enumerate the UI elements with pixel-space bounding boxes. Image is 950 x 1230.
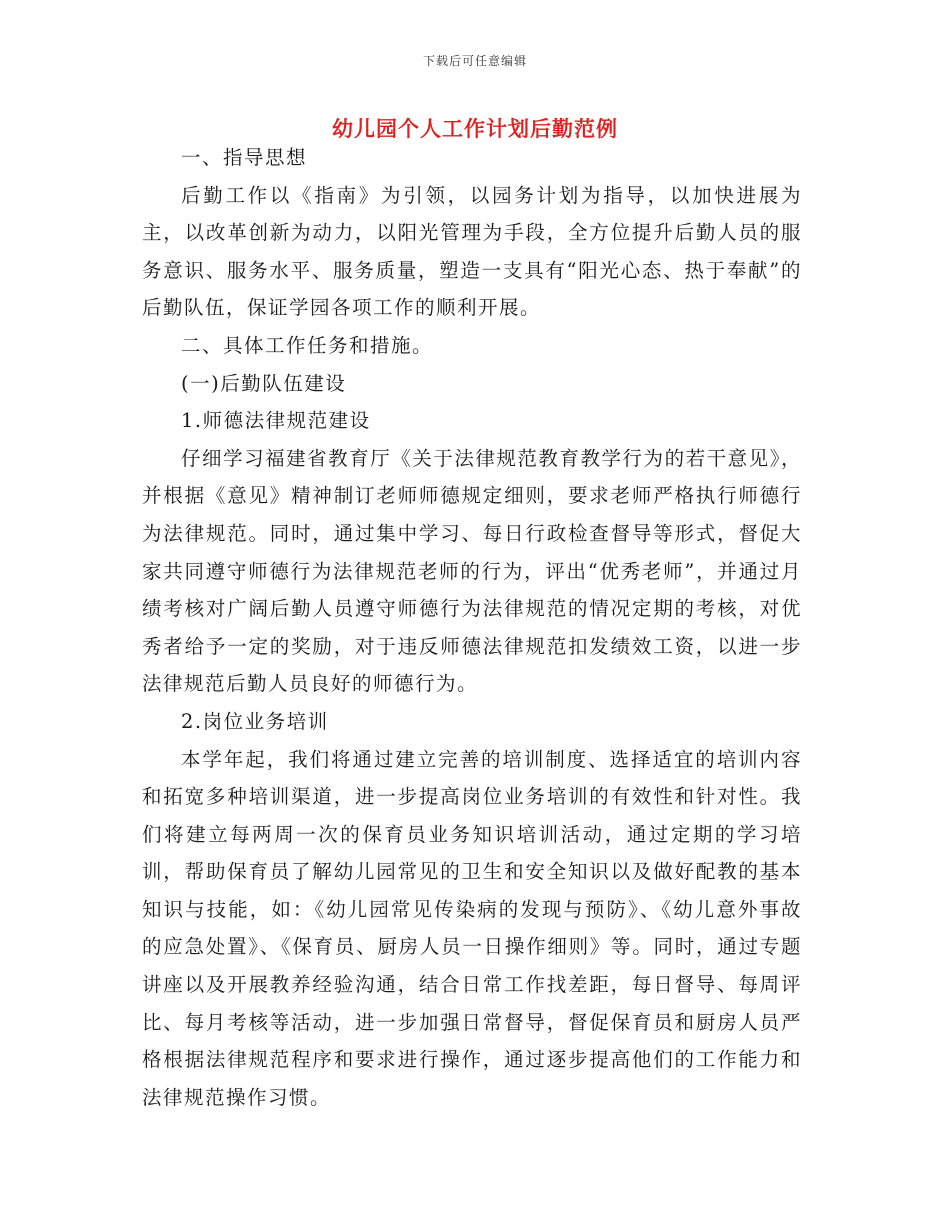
item-heading-training: 2.岗位业务培训 [181, 709, 329, 733]
subsection-heading-team: (一)后勤队伍建设 [181, 371, 347, 395]
document-title: 幼儿园个人工作计划后勤范例 [332, 117, 618, 141]
paragraph-guiding-thought: 后勤工作以《指南》为引领，以园务计划为指导，以加快进展为主，以改革创新为动力，以阳光管理为手段，全方位提升后勤人员的服务意识、服务水平、服务质量，塑造一支具有“阳光心态、热于奉献”的后勤队伍，保证学园各项工作的顺利开展。 [142, 183, 802, 320]
paragraph-ethics: 仔细学习福建省教育厅《关于法律规范教育教学行为的若干意见》，并根据《意见》精神制订老师师德规定细则，要求老师严格执行师德行为法律规范。同时，通过集中学习、每日行政检查督导等形式，督促大家共同遵守师德行为法律规范老师的行为，评出“优秀老师”，并通过月绩考核对广阔后勤人员遵守师德行为法律规范的情况定期的考核，对优秀者给予一定的奖励，对于违反师德法律规范扣发绩效工资，以进一步法律规范后勤人员良好的师德行为。 [142, 446, 802, 696]
section-heading-guiding-thought: 一、指导思想 [181, 146, 308, 169]
document-body [142, 139, 802, 1116]
section-heading-tasks: 二、具体工作任务和措施。 [181, 333, 434, 357]
item-heading-ethics: 1.师德法律规范建设 [181, 409, 371, 433]
header-note: 下载后可任意编辑 [422, 54, 527, 68]
paragraph-training: 本学年起，我们将通过建立完善的培训制度、选择适宜的培训内容和拓宽多种培训渠道，进一步提高岗位业务培训的有效性和针对性。我们将建立每两周一次的保育员业务知识培训活动，通过定期的学习培训，帮助保育员了解幼儿园常见的卫生和安全知识以及做好配教的基本知识与技能，如：《幼儿园常见传染病的发现与预防》、《幼儿意外事故的应急处置》、《保育员、厨房人员一日操作细则》等。同时，通过专题讲座以及开展教养经验沟通，结合日常工作找差距，每日督导、每周评比、每月考核等活动，进一步加强日常督导，督促保育员和厨房人员严格根据法律规范程序和要求进行操作，通过逐步提高他们的工作能力和法律规范操作习惯。 [142, 747, 802, 1109]
